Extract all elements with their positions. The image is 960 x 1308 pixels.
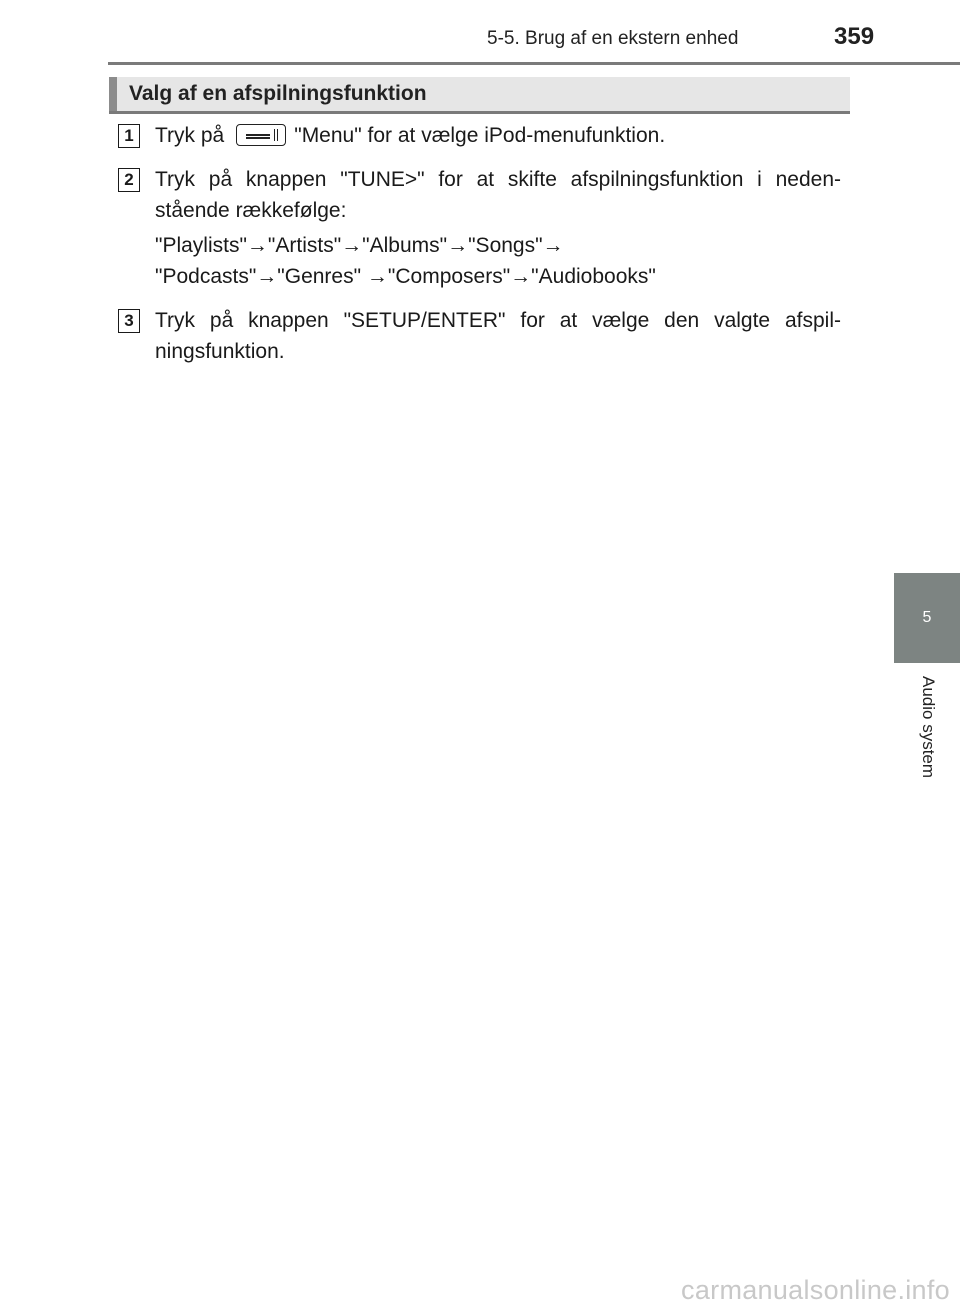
step-number-1: 1 [118,124,140,148]
chapter-label: Audio system [919,676,938,779]
step-2-sequence-line-2: "Podcasts"→"Genres" →"Composers"→"Audiobooks" [155,265,656,288]
section-heading [109,77,850,114]
step-number-2: 2 [118,168,140,192]
step-3-text: Tryk på knappen "SETUP/ENTER" for at vælge den valgte afspil- ningsfunktion. [155,309,841,363]
chapter-tab: 5 [894,573,960,663]
running-header-section: 5-5. Brug af en ekstern enhed [487,28,739,49]
step-2-sequence-line-1: "Playlists"→"Artists"→"Albums"→"Songs"→ [155,234,564,257]
step-number-3: 3 [118,309,140,333]
step-1-text-after: "Menu" for at vælge iPod-menufunktion. [294,124,666,147]
heading-accent-bar [109,77,117,111]
header-divider [108,62,960,65]
watermark-text: carmanualsonline.info [681,1275,950,1305]
menu-button-icon [236,124,286,146]
step-1-text [155,120,841,151]
section-heading-title: Valg af en afspilningsfunktion [129,82,427,105]
page-number: 359 [834,23,875,50]
step-1-text-before: Tryk på [155,124,225,147]
step-2-text: Tryk på knappen "TUNE>" for at skifte afspilningsfunktion i neden- stående rækkefølge: [155,168,841,222]
